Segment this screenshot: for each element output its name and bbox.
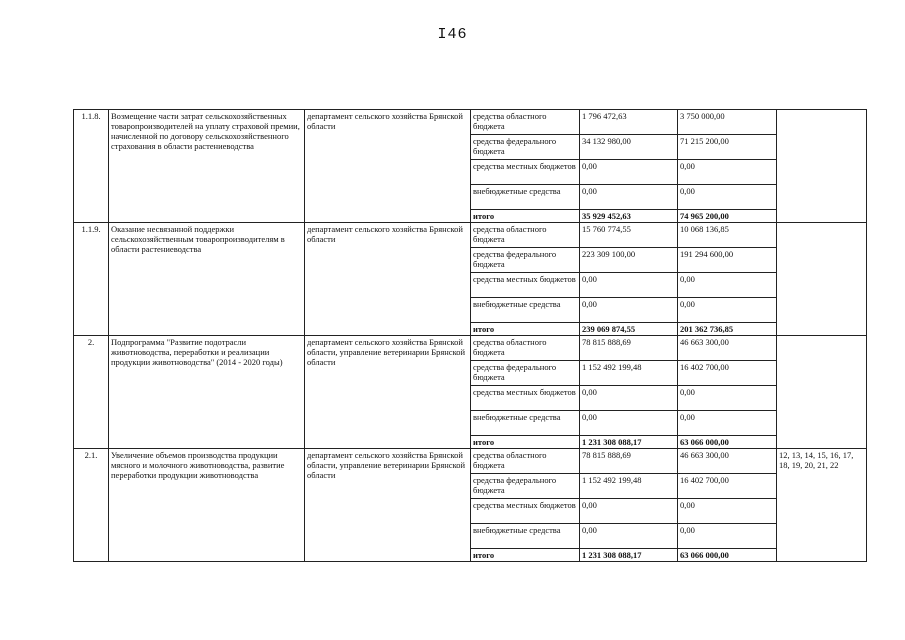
amount-col-1: 0,00 [580, 298, 678, 323]
budget-table-body [74, 110, 867, 562]
executor: департамент сельского хозяйства Брянской области, управление ветеринарии Брянской области [305, 449, 471, 562]
amount-col-1: 223 309 100,00 [580, 248, 678, 273]
funding-source: средства местных бюджетов [471, 273, 580, 298]
indicator-numbers [777, 223, 867, 336]
amount-col-1: 78 815 888,69 [580, 449, 678, 474]
funding-source: средства федерального бюджета [471, 248, 580, 273]
amount-col-2: 0,00 [678, 273, 777, 298]
funding-source: средства областного бюджета [471, 110, 580, 135]
amount-col-1: 1 152 492 199,48 [580, 474, 678, 499]
amount-col-2: 71 215 200,00 [678, 135, 777, 160]
budget-table [73, 109, 867, 562]
funding-source: средства местных бюджетов [471, 499, 580, 524]
total-amount-2: 201 362 736,85 [678, 323, 777, 336]
total-label: итого [471, 436, 580, 449]
amount-col-1: 0,00 [580, 499, 678, 524]
amount-col-2: 0,00 [678, 499, 777, 524]
amount-col-2: 0,00 [678, 185, 777, 210]
measure-title: Подпрограмма "Развитие подотрасли животноводства, переработки и реализации продукции животноводства" (2014 - 2020 годы) [109, 336, 305, 449]
measure-title: Оказание несвязанной поддержки сельскохозяйственным товаропроизводителям в области растениеводства [109, 223, 305, 336]
page-number: I46 [437, 26, 468, 43]
total-amount-2: 63 066 000,00 [678, 436, 777, 449]
amount-col-2: 16 402 700,00 [678, 474, 777, 499]
measure-title: Возмещение части затрат сельскохозяйственных товаропроизводителей на уплату страховой премии, начисленной по договору сельскохозяйственного страхования в области растениеводства [109, 110, 305, 223]
amount-col-1: 78 815 888,69 [580, 336, 678, 361]
table-row [74, 223, 867, 248]
funding-source: средства областного бюджета [471, 336, 580, 361]
row-number: 1.1.8. [74, 110, 109, 223]
amount-col-1: 34 132 980,00 [580, 135, 678, 160]
amount-col-2: 0,00 [678, 386, 777, 411]
total-label: итого [471, 549, 580, 562]
amount-col-2: 3 750 000,00 [678, 110, 777, 135]
amount-col-2: 46 663 300,00 [678, 336, 777, 361]
row-number: 1.1.9. [74, 223, 109, 336]
funding-source: средства областного бюджета [471, 449, 580, 474]
table-row [74, 449, 867, 474]
total-amount-1: 1 231 308 088,17 [580, 436, 678, 449]
amount-col-2: 10 068 136,85 [678, 223, 777, 248]
amount-col-2: 16 402 700,00 [678, 361, 777, 386]
amount-col-1: 1 152 492 199,48 [580, 361, 678, 386]
funding-source: внебюджетные средства [471, 524, 580, 549]
funding-source: внебюджетные средства [471, 411, 580, 436]
amount-col-1: 0,00 [580, 386, 678, 411]
amount-col-1: 0,00 [580, 185, 678, 210]
table-row [74, 336, 867, 361]
amount-col-1: 1 796 472,63 [580, 110, 678, 135]
amount-col-2: 0,00 [678, 524, 777, 549]
funding-source: средства федерального бюджета [471, 135, 580, 160]
measure-title: Увеличение объемов производства продукции мясного и молочного животноводства, развитие переработки продукции животноводства [109, 449, 305, 562]
total-amount-1: 35 929 452,63 [580, 210, 678, 223]
amount-col-1: 0,00 [580, 411, 678, 436]
total-label: итого [471, 210, 580, 223]
amount-col-1: 0,00 [580, 524, 678, 549]
amount-col-2: 0,00 [678, 160, 777, 185]
amount-col-1: 15 760 774,55 [580, 223, 678, 248]
total-amount-1: 1 231 308 088,17 [580, 549, 678, 562]
amount-col-2: 0,00 [678, 298, 777, 323]
amount-col-1: 0,00 [580, 273, 678, 298]
amount-col-2: 191 294 600,00 [678, 248, 777, 273]
amount-col-1: 0,00 [580, 160, 678, 185]
funding-source: средства федерального бюджета [471, 361, 580, 386]
funding-source: средства местных бюджетов [471, 386, 580, 411]
executor: департамент сельского хозяйства Брянской области, управление ветеринарии Брянской области [305, 336, 471, 449]
row-number: 2.1. [74, 449, 109, 562]
row-number: 2. [74, 336, 109, 449]
amount-col-2: 46 663 300,00 [678, 449, 777, 474]
table-row [74, 110, 867, 135]
funding-source: средства областного бюджета [471, 223, 580, 248]
amount-col-2: 0,00 [678, 411, 777, 436]
executor: департамент сельского хозяйства Брянской области [305, 223, 471, 336]
total-amount-2: 74 965 200,00 [678, 210, 777, 223]
funding-source: внебюджетные средства [471, 185, 580, 210]
total-amount-1: 239 069 874,55 [580, 323, 678, 336]
indicator-numbers: 12, 13, 14, 15, 16, 17, 18, 19, 20, 21, 22 [777, 449, 867, 562]
funding-source: средства местных бюджетов [471, 160, 580, 185]
indicator-numbers [777, 110, 867, 223]
indicator-numbers [777, 336, 867, 449]
total-label: итого [471, 323, 580, 336]
funding-source: внебюджетные средства [471, 298, 580, 323]
executor: департамент сельского хозяйства Брянской области [305, 110, 471, 223]
funding-source: средства федерального бюджета [471, 474, 580, 499]
total-amount-2: 63 066 000,00 [678, 549, 777, 562]
